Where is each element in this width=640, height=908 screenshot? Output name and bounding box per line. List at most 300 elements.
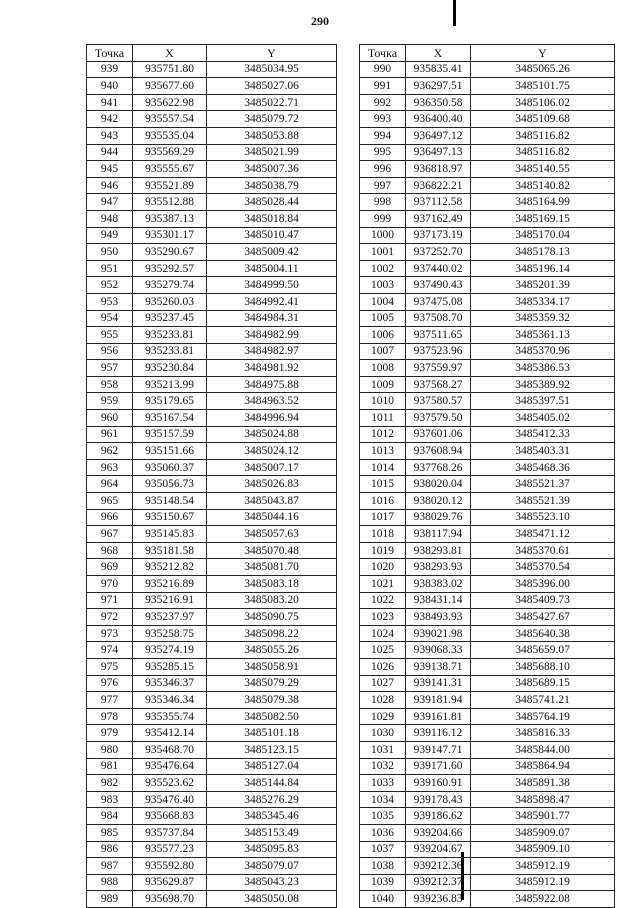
x-coordinate-cell: 935279.74 bbox=[133, 277, 207, 294]
y-coordinate-cell: 3485844.00 bbox=[471, 741, 615, 758]
point-number-cell: 948 bbox=[87, 210, 133, 227]
x-coordinate-cell: 935292.57 bbox=[133, 260, 207, 277]
table-row bbox=[87, 111, 337, 128]
x-coordinate-cell: 935258.75 bbox=[133, 625, 207, 642]
table-row bbox=[87, 708, 337, 725]
y-coordinate-cell: 3485024.12 bbox=[207, 443, 337, 460]
point-number-cell: 982 bbox=[87, 775, 133, 792]
table-row bbox=[87, 741, 337, 758]
y-coordinate-cell: 3485170.04 bbox=[471, 227, 615, 244]
point-number-cell: 947 bbox=[87, 194, 133, 211]
point-number-cell: 966 bbox=[87, 509, 133, 526]
table-row bbox=[87, 459, 337, 476]
x-coordinate-cell: 939161.81 bbox=[406, 708, 471, 725]
y-coordinate-cell: 3485403.31 bbox=[471, 443, 615, 460]
y-coordinate-cell: 3485891.38 bbox=[471, 775, 615, 792]
header-y: Y bbox=[207, 45, 337, 62]
y-coordinate-cell: 3485370.54 bbox=[471, 559, 615, 576]
table-row bbox=[87, 509, 337, 526]
point-number-cell: 958 bbox=[87, 376, 133, 393]
table-row bbox=[87, 675, 337, 692]
table-row bbox=[360, 376, 615, 393]
y-coordinate-cell: 3485038.79 bbox=[207, 177, 337, 194]
point-number-cell: 1006 bbox=[360, 327, 406, 344]
point-number-cell: 991 bbox=[360, 78, 406, 95]
point-number-cell: 983 bbox=[87, 791, 133, 808]
table-row bbox=[360, 360, 615, 377]
x-coordinate-cell: 935237.97 bbox=[133, 609, 207, 626]
table-row bbox=[87, 360, 337, 377]
x-coordinate-cell: 937568.27 bbox=[406, 376, 471, 393]
x-coordinate-cell: 935301.17 bbox=[133, 227, 207, 244]
point-number-cell: 1007 bbox=[360, 343, 406, 360]
point-number-cell: 1008 bbox=[360, 360, 406, 377]
table-row bbox=[87, 343, 337, 360]
point-number-cell: 956 bbox=[87, 343, 133, 360]
coordinates-table-right bbox=[359, 44, 615, 908]
table-row bbox=[360, 824, 615, 841]
table-row bbox=[360, 642, 615, 659]
table-row bbox=[360, 393, 615, 410]
point-number-cell: 972 bbox=[87, 609, 133, 626]
x-coordinate-cell: 935213.99 bbox=[133, 376, 207, 393]
point-number-cell: 939 bbox=[87, 61, 133, 78]
y-coordinate-cell: 3485909.10 bbox=[471, 841, 615, 858]
point-number-cell: 942 bbox=[87, 111, 133, 128]
table-row bbox=[360, 459, 615, 476]
y-coordinate-cell: 3485083.20 bbox=[207, 592, 337, 609]
y-coordinate-cell: 3485026.83 bbox=[207, 476, 337, 493]
x-coordinate-cell: 937559.97 bbox=[406, 360, 471, 377]
y-coordinate-cell: 3485471.12 bbox=[471, 526, 615, 543]
table-row bbox=[87, 177, 337, 194]
point-number-cell: 955 bbox=[87, 327, 133, 344]
point-number-cell: 969 bbox=[87, 559, 133, 576]
y-coordinate-cell: 3485079.29 bbox=[207, 675, 337, 692]
point-number-cell: 1038 bbox=[360, 858, 406, 875]
x-coordinate-cell: 935145.83 bbox=[133, 526, 207, 543]
y-coordinate-cell: 3485106.02 bbox=[471, 94, 615, 111]
point-number-cell: 951 bbox=[87, 260, 133, 277]
y-coordinate-cell: 3485909.07 bbox=[471, 824, 615, 841]
y-coordinate-cell: 3485397.51 bbox=[471, 393, 615, 410]
point-number-cell: 950 bbox=[87, 244, 133, 261]
point-number-cell: 1039 bbox=[360, 874, 406, 891]
y-coordinate-cell: 3485043.87 bbox=[207, 493, 337, 510]
table-row bbox=[87, 327, 337, 344]
y-coordinate-cell: 3485010.47 bbox=[207, 227, 337, 244]
point-number-cell: 1040 bbox=[360, 891, 406, 908]
y-coordinate-cell: 3485007.36 bbox=[207, 161, 337, 178]
table-row bbox=[360, 310, 615, 327]
y-coordinate-cell: 3485065.26 bbox=[471, 61, 615, 78]
x-coordinate-cell: 935521.89 bbox=[133, 177, 207, 194]
y-coordinate-cell: 3485004.11 bbox=[207, 260, 337, 277]
point-number-cell: 968 bbox=[87, 542, 133, 559]
y-coordinate-cell: 3485334.17 bbox=[471, 293, 615, 310]
table-row bbox=[87, 61, 337, 78]
y-coordinate-cell: 3485405.02 bbox=[471, 410, 615, 427]
table-row bbox=[87, 808, 337, 825]
x-coordinate-cell: 937173.19 bbox=[406, 227, 471, 244]
point-number-cell: 967 bbox=[87, 526, 133, 543]
x-coordinate-cell: 938383.02 bbox=[406, 576, 471, 593]
table-row bbox=[360, 791, 615, 808]
point-number-cell: 1010 bbox=[360, 393, 406, 410]
y-coordinate-cell: 3484975.88 bbox=[207, 376, 337, 393]
x-coordinate-cell: 936497.13 bbox=[406, 144, 471, 161]
table-row bbox=[360, 592, 615, 609]
x-coordinate-cell: 935212.82 bbox=[133, 559, 207, 576]
point-number-cell: 959 bbox=[87, 393, 133, 410]
y-coordinate-cell: 3485140.82 bbox=[471, 177, 615, 194]
table-row bbox=[360, 758, 615, 775]
header-point: Точка bbox=[360, 45, 406, 62]
x-coordinate-cell: 939068.33 bbox=[406, 642, 471, 659]
y-coordinate-cell: 3485058.91 bbox=[207, 658, 337, 675]
y-coordinate-cell: 3484996.94 bbox=[207, 410, 337, 427]
x-coordinate-cell: 936818.97 bbox=[406, 161, 471, 178]
table-row bbox=[87, 277, 337, 294]
table-row bbox=[360, 542, 615, 559]
table-row bbox=[360, 78, 615, 95]
point-number-cell: 1028 bbox=[360, 692, 406, 709]
point-number-cell: 1011 bbox=[360, 410, 406, 427]
point-number-cell: 1012 bbox=[360, 426, 406, 443]
y-coordinate-cell: 3485070.48 bbox=[207, 542, 337, 559]
y-coordinate-cell: 3485055.26 bbox=[207, 642, 337, 659]
table-header-row bbox=[360, 45, 615, 62]
y-coordinate-cell: 3485116.82 bbox=[471, 144, 615, 161]
point-number-cell: 977 bbox=[87, 692, 133, 709]
y-coordinate-cell: 3485044.16 bbox=[207, 509, 337, 526]
y-coordinate-cell: 3485034.95 bbox=[207, 61, 337, 78]
x-coordinate-cell: 935523.62 bbox=[133, 775, 207, 792]
point-number-cell: 1018 bbox=[360, 526, 406, 543]
y-coordinate-cell: 3485659.07 bbox=[471, 642, 615, 659]
table-body-left bbox=[87, 61, 337, 907]
y-coordinate-cell: 3485022.71 bbox=[207, 94, 337, 111]
x-coordinate-cell: 935592.80 bbox=[133, 858, 207, 875]
point-number-cell: 1015 bbox=[360, 476, 406, 493]
y-coordinate-cell: 3485127.04 bbox=[207, 758, 337, 775]
table-row bbox=[360, 293, 615, 310]
table-row bbox=[360, 609, 615, 626]
point-number-cell: 952 bbox=[87, 277, 133, 294]
point-number-cell: 970 bbox=[87, 576, 133, 593]
point-number-cell: 990 bbox=[360, 61, 406, 78]
table-row bbox=[87, 144, 337, 161]
x-coordinate-cell: 935148.54 bbox=[133, 493, 207, 510]
table-row bbox=[87, 227, 337, 244]
y-coordinate-cell: 3485043.23 bbox=[207, 874, 337, 891]
point-number-cell: 1036 bbox=[360, 824, 406, 841]
point-number-cell: 1030 bbox=[360, 725, 406, 742]
table-row bbox=[87, 410, 337, 427]
x-coordinate-cell: 939212.37 bbox=[406, 874, 471, 891]
x-coordinate-cell: 936497.12 bbox=[406, 127, 471, 144]
x-coordinate-cell: 939178.43 bbox=[406, 791, 471, 808]
x-coordinate-cell: 935285.15 bbox=[133, 658, 207, 675]
x-coordinate-cell: 935535.04 bbox=[133, 127, 207, 144]
y-coordinate-cell: 3485345.46 bbox=[207, 808, 337, 825]
x-coordinate-cell: 935622.98 bbox=[133, 94, 207, 111]
x-coordinate-cell: 936822.21 bbox=[406, 177, 471, 194]
y-coordinate-cell: 3485144.84 bbox=[207, 775, 337, 792]
point-number-cell: 1022 bbox=[360, 592, 406, 609]
x-coordinate-cell: 937580.57 bbox=[406, 393, 471, 410]
x-coordinate-cell: 935151.66 bbox=[133, 443, 207, 460]
y-coordinate-cell: 3485427.67 bbox=[471, 609, 615, 626]
table-row bbox=[87, 758, 337, 775]
point-number-cell: 1019 bbox=[360, 542, 406, 559]
table-row bbox=[87, 127, 337, 144]
x-coordinate-cell: 938293.81 bbox=[406, 542, 471, 559]
y-coordinate-cell: 3485116.82 bbox=[471, 127, 615, 144]
point-number-cell: 1021 bbox=[360, 576, 406, 593]
point-number-cell: 1002 bbox=[360, 260, 406, 277]
table-row bbox=[360, 426, 615, 443]
table-row bbox=[87, 94, 337, 111]
point-number-cell: 976 bbox=[87, 675, 133, 692]
x-coordinate-cell: 935216.89 bbox=[133, 576, 207, 593]
table-row bbox=[87, 78, 337, 95]
point-number-cell: 1027 bbox=[360, 675, 406, 692]
x-coordinate-cell: 935181.58 bbox=[133, 542, 207, 559]
table-row bbox=[87, 592, 337, 609]
table-row bbox=[360, 144, 615, 161]
point-number-cell: 1035 bbox=[360, 808, 406, 825]
y-coordinate-cell: 3485409.73 bbox=[471, 592, 615, 609]
point-number-cell: 1020 bbox=[360, 559, 406, 576]
point-number-cell: 1003 bbox=[360, 277, 406, 294]
x-coordinate-cell: 935668.83 bbox=[133, 808, 207, 825]
table-row bbox=[360, 874, 615, 891]
x-coordinate-cell: 935216.91 bbox=[133, 592, 207, 609]
table-row bbox=[87, 559, 337, 576]
point-number-cell: 1025 bbox=[360, 642, 406, 659]
point-number-cell: 953 bbox=[87, 293, 133, 310]
table-row bbox=[360, 692, 615, 709]
point-number-cell: 996 bbox=[360, 161, 406, 178]
y-coordinate-cell: 3485169.15 bbox=[471, 210, 615, 227]
table-row bbox=[360, 177, 615, 194]
table-row bbox=[87, 625, 337, 642]
table-row bbox=[87, 658, 337, 675]
x-coordinate-cell: 935557.54 bbox=[133, 111, 207, 128]
y-coordinate-cell: 3484981.92 bbox=[207, 360, 337, 377]
table-row bbox=[360, 708, 615, 725]
x-coordinate-cell: 937608.94 bbox=[406, 443, 471, 460]
y-coordinate-cell: 3485083.18 bbox=[207, 576, 337, 593]
point-number-cell: 980 bbox=[87, 741, 133, 758]
point-number-cell: 987 bbox=[87, 858, 133, 875]
table-row bbox=[87, 393, 337, 410]
x-coordinate-cell: 937162.49 bbox=[406, 210, 471, 227]
y-coordinate-cell: 3485090.75 bbox=[207, 609, 337, 626]
y-coordinate-cell: 3484999.50 bbox=[207, 277, 337, 294]
table-row bbox=[87, 493, 337, 510]
y-coordinate-cell: 3484963.52 bbox=[207, 393, 337, 410]
y-coordinate-cell: 3485412.33 bbox=[471, 426, 615, 443]
x-coordinate-cell: 935698.70 bbox=[133, 891, 207, 908]
y-coordinate-cell: 3485396.00 bbox=[471, 576, 615, 593]
y-coordinate-cell: 3485521.39 bbox=[471, 493, 615, 510]
y-coordinate-cell: 3484982.99 bbox=[207, 327, 337, 344]
x-coordinate-cell: 936350.58 bbox=[406, 94, 471, 111]
y-coordinate-cell: 3485027.06 bbox=[207, 78, 337, 95]
y-coordinate-cell: 3485153.49 bbox=[207, 824, 337, 841]
x-coordinate-cell: 937475.08 bbox=[406, 293, 471, 310]
x-coordinate-cell: 939212.36 bbox=[406, 858, 471, 875]
table-row bbox=[87, 526, 337, 543]
x-coordinate-cell: 935346.34 bbox=[133, 692, 207, 709]
point-number-cell: 954 bbox=[87, 310, 133, 327]
y-coordinate-cell: 3485101.75 bbox=[471, 78, 615, 95]
y-coordinate-cell: 3485201.39 bbox=[471, 277, 615, 294]
y-coordinate-cell: 3485922.08 bbox=[471, 891, 615, 908]
table-row bbox=[360, 410, 615, 427]
table-row bbox=[360, 443, 615, 460]
table-row bbox=[87, 244, 337, 261]
x-coordinate-cell: 939141.31 bbox=[406, 675, 471, 692]
point-number-cell: 941 bbox=[87, 94, 133, 111]
y-coordinate-cell: 3485053.88 bbox=[207, 127, 337, 144]
x-coordinate-cell: 939021.98 bbox=[406, 625, 471, 642]
point-number-cell: 1024 bbox=[360, 625, 406, 642]
x-coordinate-cell: 935060.37 bbox=[133, 459, 207, 476]
table-row bbox=[87, 310, 337, 327]
table-row bbox=[87, 443, 337, 460]
point-number-cell: 1037 bbox=[360, 841, 406, 858]
x-coordinate-cell: 935346.37 bbox=[133, 675, 207, 692]
x-coordinate-cell: 937768.26 bbox=[406, 459, 471, 476]
point-number-cell: 997 bbox=[360, 177, 406, 194]
table-row bbox=[87, 576, 337, 593]
table-row bbox=[87, 692, 337, 709]
x-coordinate-cell: 935179.65 bbox=[133, 393, 207, 410]
y-coordinate-cell: 3485640.38 bbox=[471, 625, 615, 642]
table-row bbox=[360, 61, 615, 78]
table-row bbox=[360, 327, 615, 344]
point-number-cell: 940 bbox=[87, 78, 133, 95]
x-coordinate-cell: 937511.65 bbox=[406, 327, 471, 344]
y-coordinate-cell: 3485741.21 bbox=[471, 692, 615, 709]
y-coordinate-cell: 3484984.31 bbox=[207, 310, 337, 327]
x-coordinate-cell: 939160.91 bbox=[406, 775, 471, 792]
page-number: 290 bbox=[311, 14, 329, 28]
x-coordinate-cell: 935260.03 bbox=[133, 293, 207, 310]
header-x: X bbox=[406, 45, 471, 62]
y-coordinate-cell: 3485009.42 bbox=[207, 244, 337, 261]
y-coordinate-cell: 3485095.83 bbox=[207, 841, 337, 858]
y-coordinate-cell: 3485359.32 bbox=[471, 310, 615, 327]
y-coordinate-cell: 3485370.96 bbox=[471, 343, 615, 360]
x-coordinate-cell: 939147.71 bbox=[406, 741, 471, 758]
table-row bbox=[87, 874, 337, 891]
x-coordinate-cell: 935835.41 bbox=[406, 61, 471, 78]
y-coordinate-cell: 3485081.70 bbox=[207, 559, 337, 576]
point-number-cell: 960 bbox=[87, 410, 133, 427]
point-number-cell: 994 bbox=[360, 127, 406, 144]
x-coordinate-cell: 935468.70 bbox=[133, 741, 207, 758]
y-coordinate-cell: 3485079.72 bbox=[207, 111, 337, 128]
x-coordinate-cell: 935677.60 bbox=[133, 78, 207, 95]
table-row bbox=[360, 227, 615, 244]
y-coordinate-cell: 3485901.77 bbox=[471, 808, 615, 825]
table-row bbox=[360, 526, 615, 543]
x-coordinate-cell: 935150.67 bbox=[133, 509, 207, 526]
table-body-right bbox=[360, 61, 615, 907]
table-row bbox=[360, 260, 615, 277]
x-coordinate-cell: 939116.12 bbox=[406, 725, 471, 742]
x-coordinate-cell: 936400.40 bbox=[406, 111, 471, 128]
table-row bbox=[87, 161, 337, 178]
x-coordinate-cell: 935577.23 bbox=[133, 841, 207, 858]
y-coordinate-cell: 3485101.18 bbox=[207, 725, 337, 742]
x-coordinate-cell: 935629.87 bbox=[133, 874, 207, 891]
point-number-cell: 986 bbox=[87, 841, 133, 858]
point-number-cell: 964 bbox=[87, 476, 133, 493]
y-coordinate-cell: 3485018.84 bbox=[207, 210, 337, 227]
y-coordinate-cell: 3485057.63 bbox=[207, 526, 337, 543]
y-coordinate-cell: 3485109.68 bbox=[471, 111, 615, 128]
x-coordinate-cell: 935157.59 bbox=[133, 426, 207, 443]
scan-binding-mark-top bbox=[453, 0, 456, 26]
point-number-cell: 974 bbox=[87, 642, 133, 659]
x-coordinate-cell: 938020.12 bbox=[406, 493, 471, 510]
point-number-cell: 1000 bbox=[360, 227, 406, 244]
y-coordinate-cell: 3485389.92 bbox=[471, 376, 615, 393]
table-row bbox=[360, 741, 615, 758]
x-coordinate-cell: 935233.81 bbox=[133, 327, 207, 344]
table-row bbox=[360, 127, 615, 144]
table-row bbox=[87, 824, 337, 841]
point-number-cell: 962 bbox=[87, 443, 133, 460]
table-row bbox=[360, 858, 615, 875]
point-number-cell: 1029 bbox=[360, 708, 406, 725]
y-coordinate-cell: 3485098.22 bbox=[207, 625, 337, 642]
table-row bbox=[87, 293, 337, 310]
point-number-cell: 1033 bbox=[360, 775, 406, 792]
x-coordinate-cell: 937523.96 bbox=[406, 343, 471, 360]
y-coordinate-cell: 3485370.61 bbox=[471, 542, 615, 559]
table-header-row bbox=[87, 45, 337, 62]
table-row bbox=[360, 576, 615, 593]
table-row bbox=[360, 244, 615, 261]
x-coordinate-cell: 937508.70 bbox=[406, 310, 471, 327]
point-number-cell: 992 bbox=[360, 94, 406, 111]
y-coordinate-cell: 3485816.33 bbox=[471, 725, 615, 742]
table-row bbox=[360, 493, 615, 510]
table-row bbox=[360, 194, 615, 211]
point-number-cell: 995 bbox=[360, 144, 406, 161]
table-row bbox=[360, 111, 615, 128]
x-coordinate-cell: 935230.84 bbox=[133, 360, 207, 377]
table-row bbox=[360, 775, 615, 792]
point-number-cell: 1013 bbox=[360, 443, 406, 460]
x-coordinate-cell: 935751.80 bbox=[133, 61, 207, 78]
table-row bbox=[360, 658, 615, 675]
x-coordinate-cell: 937112.58 bbox=[406, 194, 471, 211]
y-coordinate-cell: 3485140.55 bbox=[471, 161, 615, 178]
y-coordinate-cell: 3485521.37 bbox=[471, 476, 615, 493]
point-number-cell: 988 bbox=[87, 874, 133, 891]
table-row bbox=[87, 210, 337, 227]
y-coordinate-cell: 3485164.99 bbox=[471, 194, 615, 211]
y-coordinate-cell: 3485021.99 bbox=[207, 144, 337, 161]
y-coordinate-cell: 3485196.14 bbox=[471, 260, 615, 277]
